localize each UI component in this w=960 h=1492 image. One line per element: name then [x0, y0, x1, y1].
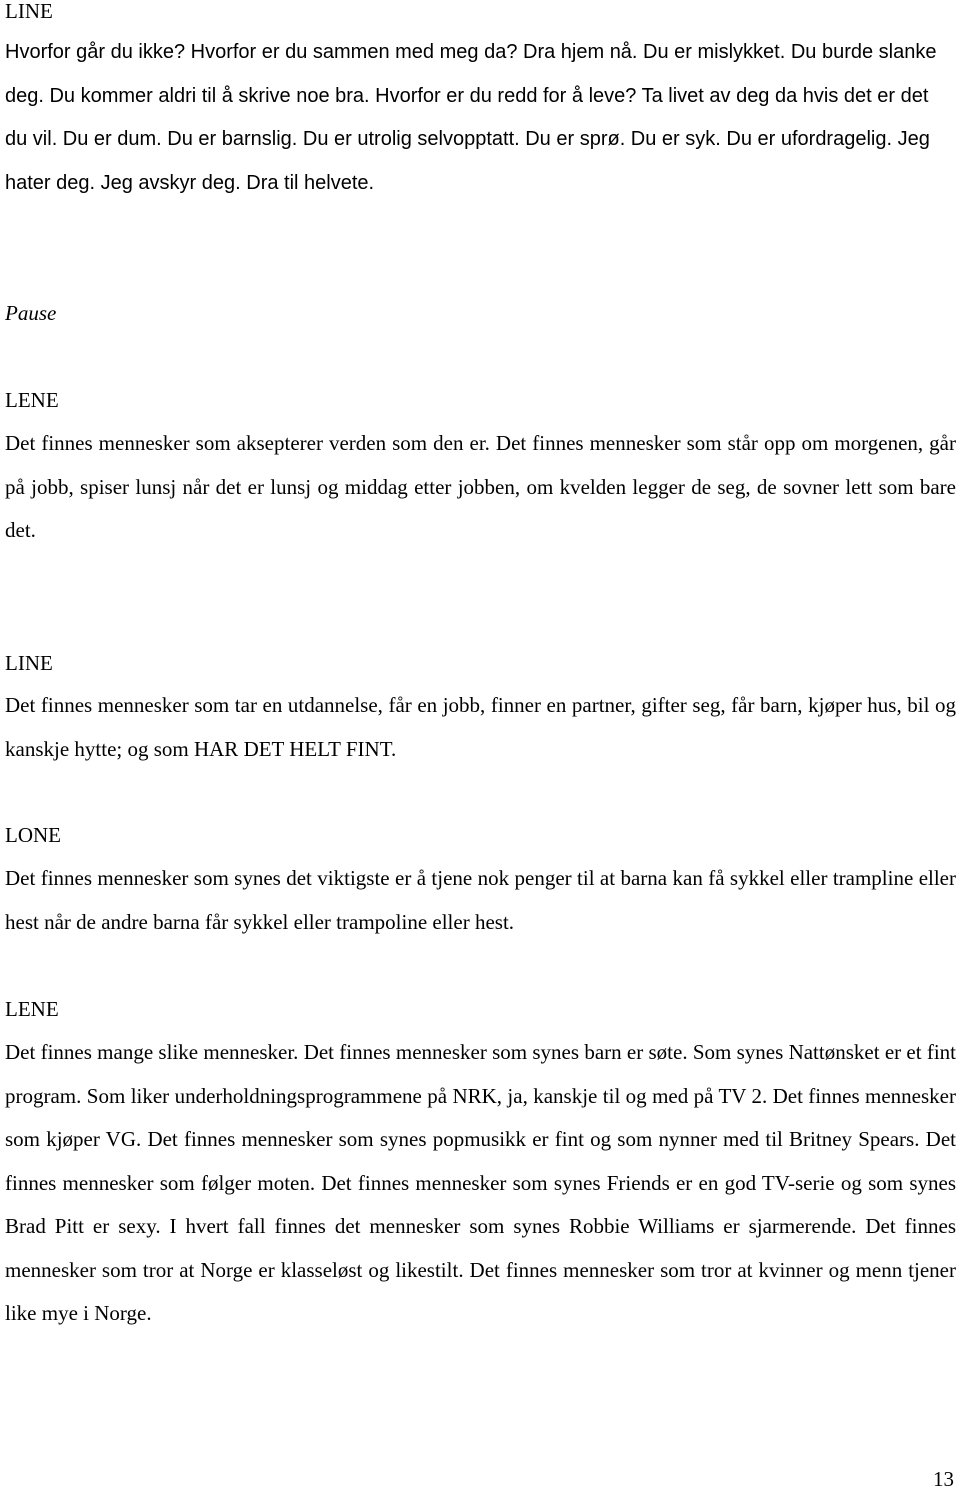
speaker-name: LENE	[5, 388, 59, 412]
page-number: 13	[933, 1467, 954, 1491]
dialogue-text: Det finnes mange slike mennesker. Det finnes mennesker som synes barn er søte. Som synes Nattønsket er et fint program. Som liker underholdningsprogrammene på NRK, ja, kanskje til og med på TV 2. Det finnes mennesker som kjøper VG. Det finnes mennesker som synes popmusikk er fint og som nynner med til Britney Spears. Det finnes mennesker som følger moten. Det finnes mennesker som synes Friends er en god TV-serie og som synes Brad Pitt er sexy. I hvert fall finnes det mennesker som synes Robbie Williams er sjarmerende. Det finnes mennesker som tror at Norge er klasseløst og likestilt. Det finnes mennesker som tror at kvinner og menn tjener like mye i Norge.	[5, 1040, 956, 1325]
speaker-name: LINE	[5, 0, 53, 23]
dialogue-text: Det finnes mennesker som synes det viktigste er å tjene nok penger til at barna kan få sykkel eller trampline eller hest når de andre barna får sykkel eller trampoline eller hest.	[5, 866, 956, 934]
dialogue-text: Det finnes mennesker som aksepterer verden som den er. Det finnes mennesker som står opp om morgenen, går på jobb, spiser lunsj når det er lunsj og middag etter jobben, om kvelden legger de seg, de sovner lett som bare det.	[5, 431, 956, 542]
dialogue-text: Hvorfor går du ikke? Hvorfor er du sammen med meg da? Dra hjem nå. Du er mislykket. Du burde slanke deg. Du kommer aldri til å skrive noe bra. Hvorfor er du redd for å leve? Ta livet av deg da hvis det er det du vil. Du er dum. Du er barnslig. Du er utrolig selvopptatt. Du er sprø. Du er syk. Du er ufordragelig. Jeg hater deg. Jeg avskyr deg. Dra til helvete.	[5, 41, 937, 194]
speaker-name: LINE	[5, 651, 53, 675]
speaker-name: LONE	[5, 823, 61, 847]
dialogue-text: Det finnes mennesker som tar en utdannelse, får en jobb, finner en partner, gifter seg, får barn, kjøper hus, bil og kanskje hytte; og som HAR DET HELT FINT.	[5, 693, 956, 761]
speaker-name: LENE	[5, 997, 59, 1021]
stage-direction: Pause	[5, 301, 57, 325]
